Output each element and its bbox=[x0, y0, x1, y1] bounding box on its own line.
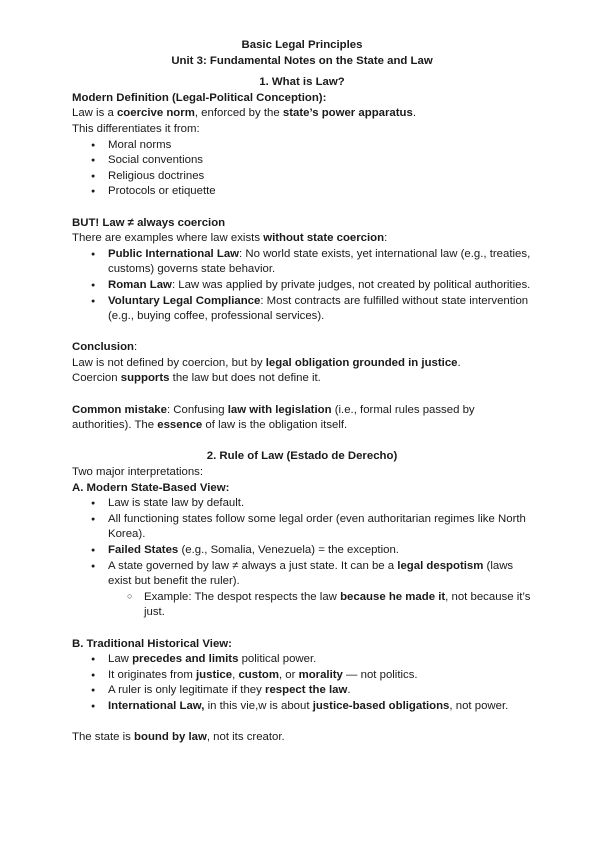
section-2-heading: 2. Rule of Law (Estado de Derecho) bbox=[206, 450, 398, 463]
examples-list bbox=[72, 247, 532, 325]
section-1-heading: 1. What is Law? bbox=[259, 76, 345, 89]
differentiation-list bbox=[72, 138, 532, 200]
list-item: ● Law precedes and limits political power. bbox=[108, 652, 532, 668]
sub-list bbox=[108, 590, 532, 621]
list-item: ● Public International Law: No world state exists, yet international law (e.g., treaties, customs) governs state behavior. bbox=[108, 247, 532, 278]
list-item: ● Roman Law: Law was applied by private judges, not created by political authorities. bbox=[108, 278, 532, 294]
list-item: ● Moral norms bbox=[108, 138, 532, 154]
law-definition: Law is a coercive norm, enforced by the state’s power apparatus. bbox=[72, 107, 417, 120]
list-item: ● Law is state law by default. bbox=[108, 496, 532, 512]
interpretations-intro: Two major interpretations: bbox=[72, 466, 204, 479]
list-item: ● Failed States (e.g., Somalia, Venezuela) = the exception. bbox=[108, 543, 532, 559]
but-heading: BUT! Law ≠ always coercion bbox=[72, 216, 226, 229]
list-item: ● Voluntary Legal Compliance: Most contracts are fulfilled without state intervention (e.g., buying coffee, professional services). bbox=[108, 294, 532, 325]
list-item: ● Social conventions bbox=[108, 153, 532, 169]
common-mistake: Common mistake: Confusing law with legislation (i.e., formal rules passed by authorities). The essence of law is the obligation itself. bbox=[72, 403, 475, 432]
differentiates-text: This differentiates it from: bbox=[72, 122, 200, 135]
conclusion-heading: Conclusion: bbox=[72, 341, 138, 354]
final-statement: The state is bound by law, not its creator. bbox=[72, 731, 285, 744]
sub-list-item: ○ Example: The despot respects the law because he made it, not because it’s just. bbox=[144, 590, 532, 621]
list-item: ● Religious doctrines bbox=[108, 169, 532, 185]
view-b-list bbox=[72, 652, 532, 714]
view-a-heading: A. Modern State-Based View: bbox=[72, 481, 230, 494]
conclusion-text-1: Law is not defined by coercion, but by legal obligation grounded in justice. bbox=[72, 356, 461, 369]
document-subtitle: Unit 3: Fundamental Notes on the State and Law bbox=[171, 54, 433, 67]
list-item: ● It originates from justice, custom, or morality — not politics. bbox=[108, 668, 532, 684]
document-page bbox=[72, 38, 532, 746]
list-item: ● Protocols or etiquette bbox=[108, 184, 532, 200]
view-b-heading: B. Traditional Historical View: bbox=[72, 637, 232, 650]
list-item: ● A state governed by law ≠ always a just state. It can be a legal despotism (laws exist but benefit the ruler). ○ Example: The despot respects the law because he made it, not because it’s just. bbox=[108, 559, 532, 621]
examples-intro: There are examples where law exists without state coercion: bbox=[72, 232, 388, 245]
list-item: ● A ruler is only legitimate if they respect the law. bbox=[108, 683, 532, 699]
conclusion-text-2: Coercion supports the law but does not define it. bbox=[72, 372, 321, 385]
list-item: ● International Law, in this vie,w is about justice-based obligations, not power. bbox=[108, 699, 532, 715]
list-item: ● All functioning states follow some legal order (even authoritarian regimes like North Korea). bbox=[108, 512, 532, 543]
document-title: Basic Legal Principles bbox=[241, 39, 363, 51]
view-a-list bbox=[72, 496, 532, 621]
modern-definition-heading: Modern Definition (Legal-Political Conception): bbox=[72, 91, 327, 104]
